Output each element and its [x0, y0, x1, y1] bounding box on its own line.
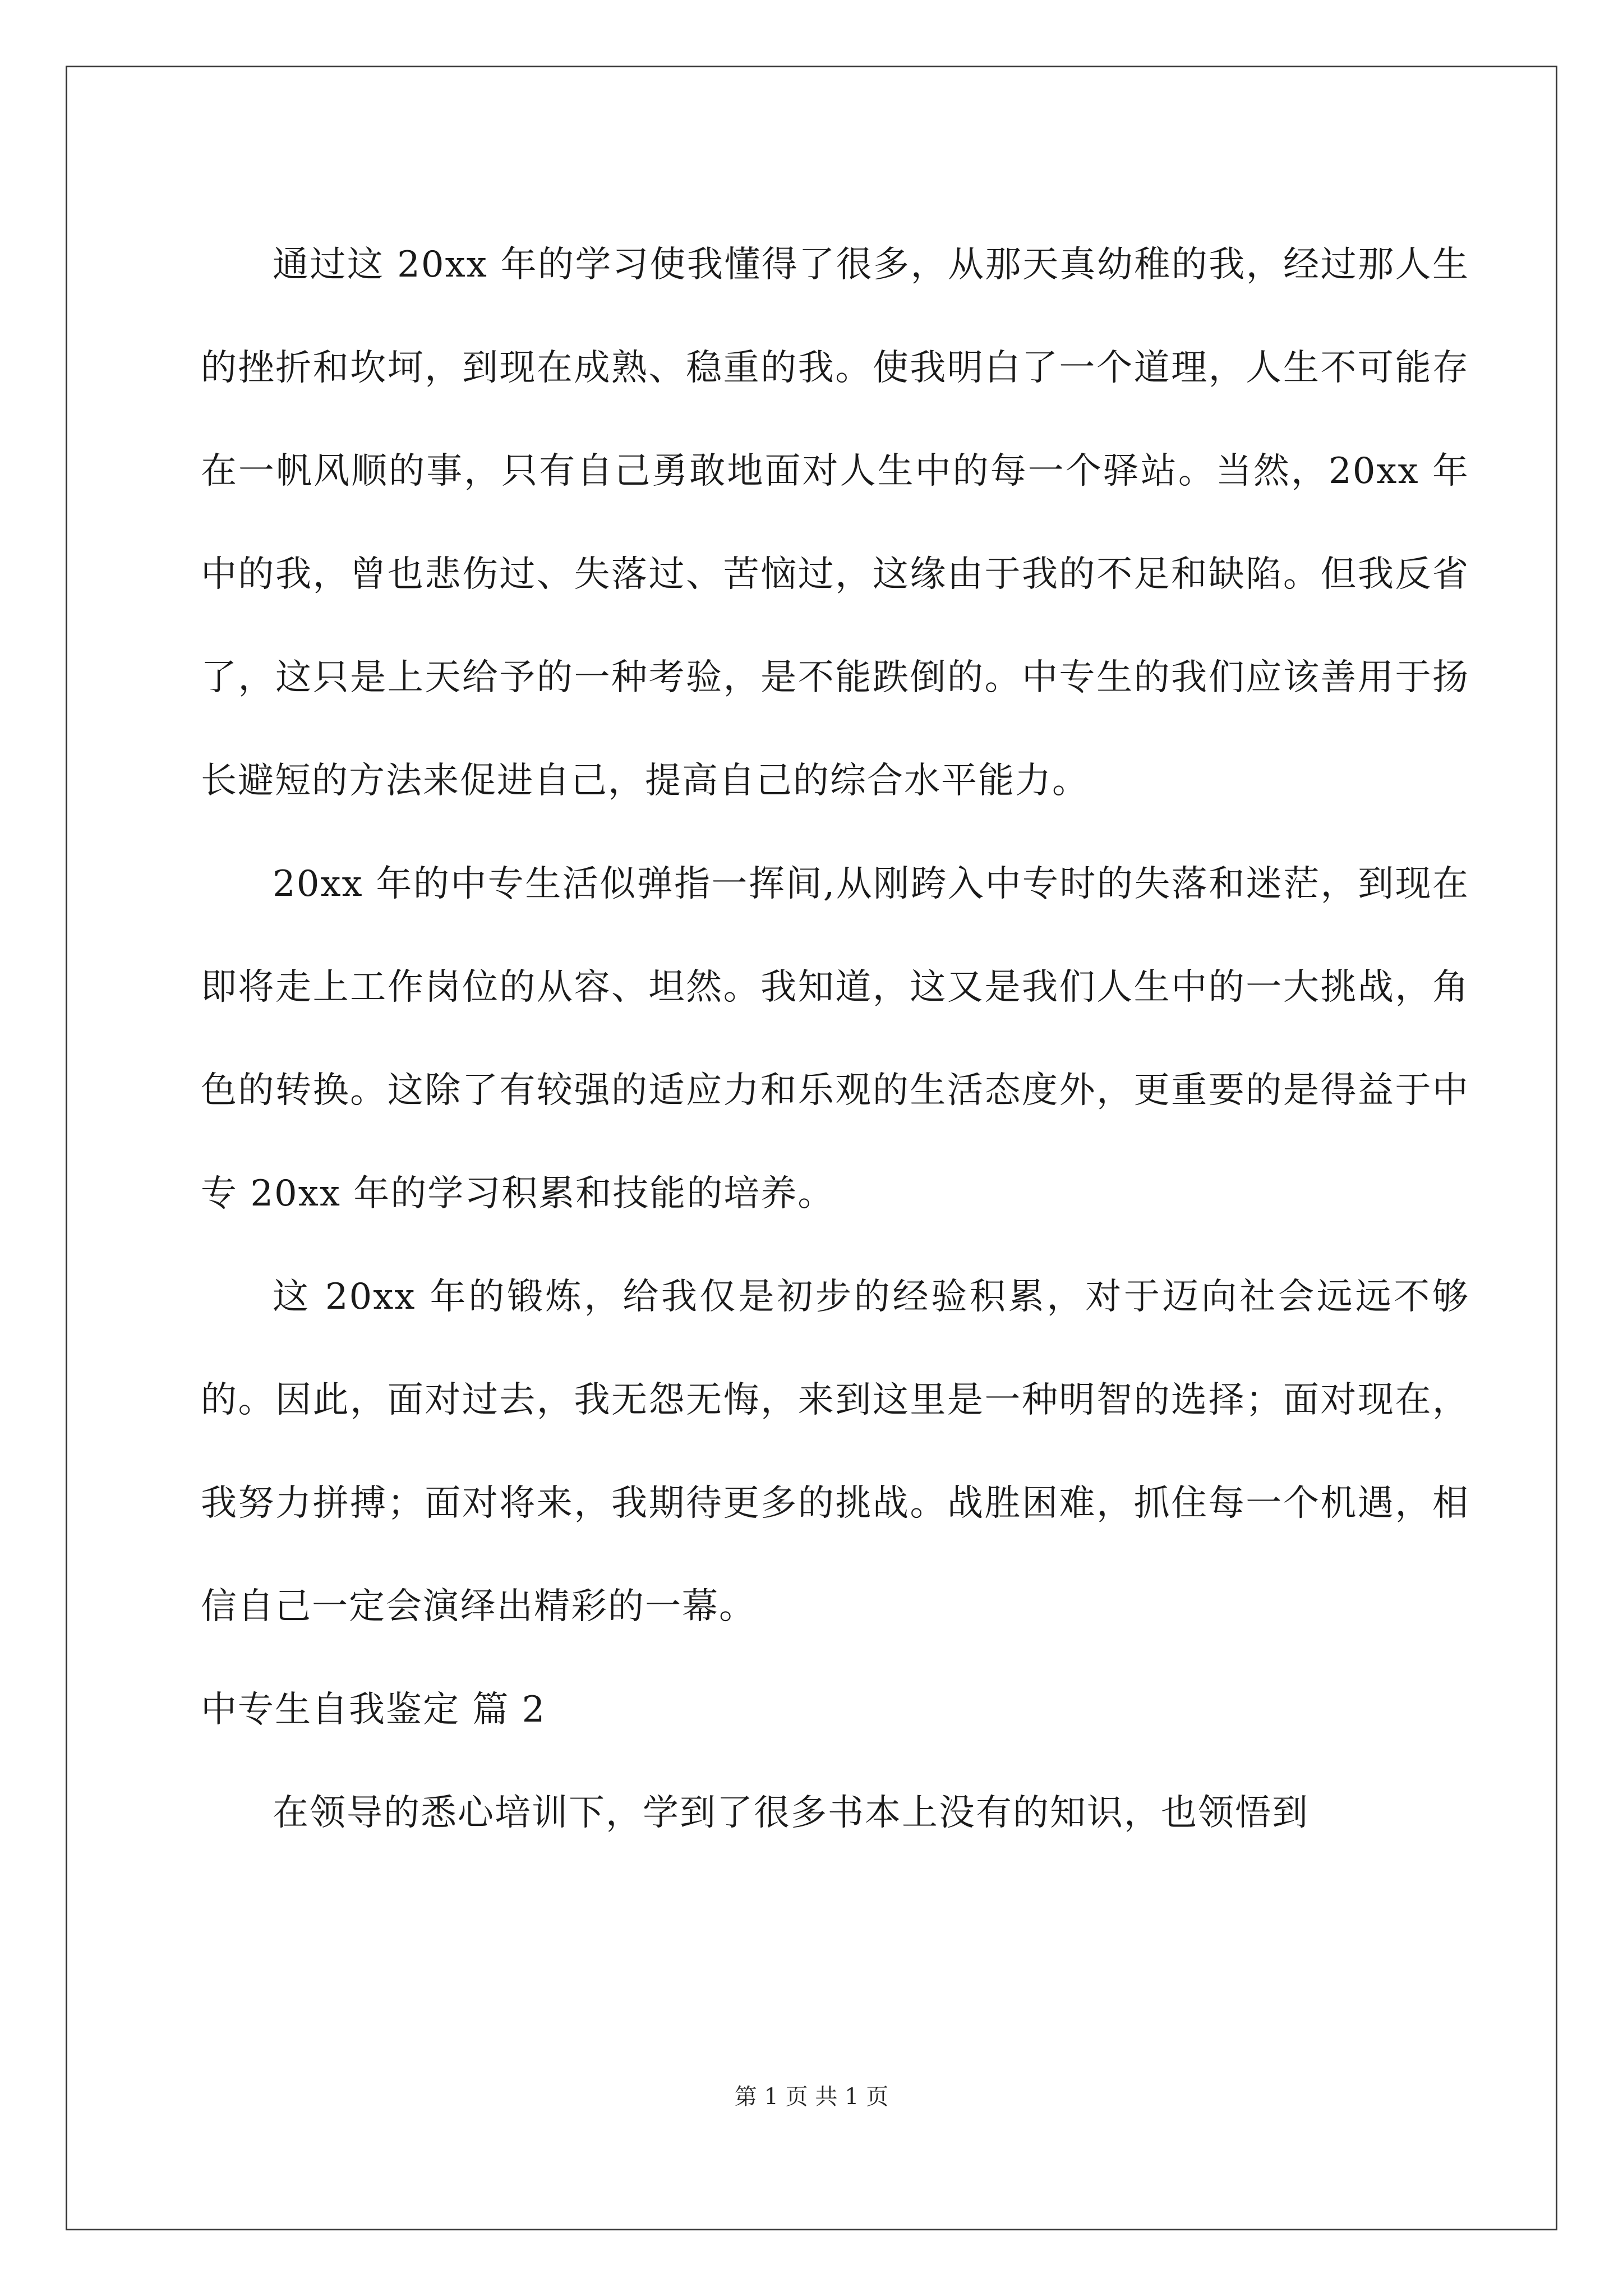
section-heading: 中专生自我鉴定 篇 2	[201, 1689, 546, 1731]
paragraph-2: 20xx 年的中专生活似弹指一挥间,从刚跨入中专时的失落和迷茫，到现在即将走上工作岗位的从容、坦然。我知道，这又是我们人生中的一大挑战，角色的转换。这除了有较强的适应力和乐观的生活态度外，更重要的是得益于中专 20xx 年的学习积累和技能的培养。	[201, 863, 1469, 1214]
section-paragraph-1: 在领导的悉心培训下，学到了很多书本上没有的知识，也领悟到	[273, 1792, 1309, 1834]
page-footer: 第 1 页 共 1 页	[734, 2084, 889, 2110]
document-body	[201, 213, 1469, 1865]
paragraph-3: 这 20xx 年的锻炼，给我仅是初步的经验积累，对于迈向社会远远不够的。因此，面对过去，我无怨无悔，来到这里是一种明智的选择；面对现在，我努力拼搏；面对将来，我期待更多的挑战。战胜困难，抓住每一个机遇，相信自己一定会演绎出精彩的一幕。	[201, 1276, 1469, 1627]
paragraph-1: 通过这 20xx 年的学习使我懂得了很多，从那天真幼稚的我，经过那人生的挫折和坎坷，到现在成熟、稳重的我。使我明白了一个道理，人生不可能存在一帆风顺的事，只有自己勇敢地面对人生中的每一个驿站。当然，20xx 年中的我，曾也悲伤过、失落过、苦恼过，这缘由于我的不足和缺陷。但我反省了，这只是上天给予的一种考验，是不能跌倒的。中专生的我们应该善用于扬长避短的方法来促进自己，提高自己的综合水平能力。	[201, 244, 1469, 802]
